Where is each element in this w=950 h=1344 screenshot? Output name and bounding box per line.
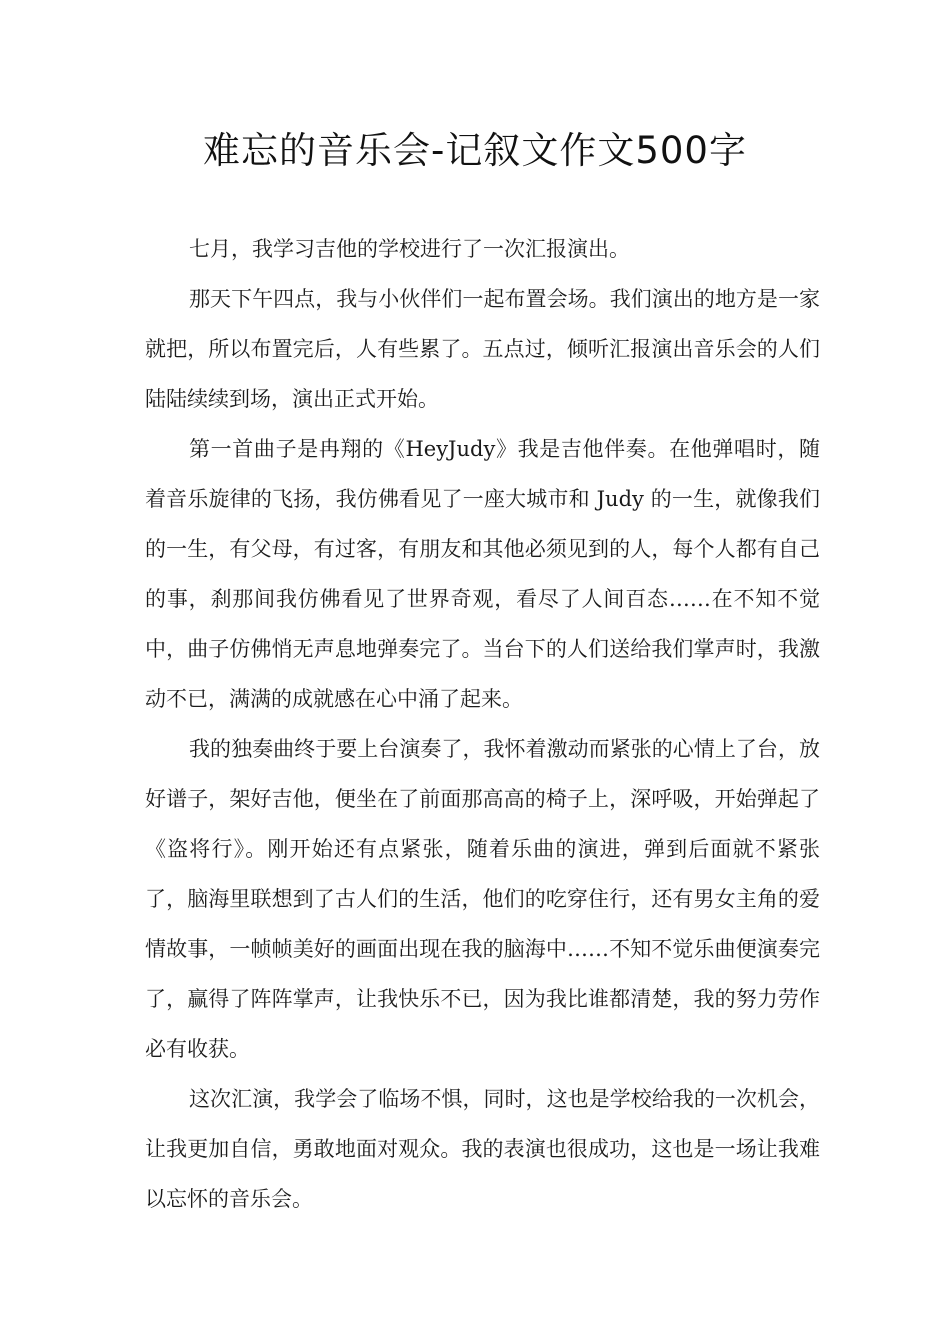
paragraph-4: 我的独奏曲终于要上台演奏了，我怀着激动而紧张的心情上了台，放好谱子，架好吉他，便坐在了前面那高高的椅子上，深呼吸，开始弹起了《盗将行》。刚开始还有点紧张，随着乐曲的演进，弹到后面就不紧张了，脑海里联想到了古人们的生活，他们的吃穿住行，还有男女主角的爱情故事，一帧帧美好的画面出现在我的脑海中……不知不觉乐曲便演奏完了，赢得了阵阵掌声，让我快乐不已，因为我比谁都清楚，我的努力劳作必有收获。 <box>145 737 820 1061</box>
paragraph-2: 那天下午四点，我与小伙伴们一起布置会场。我们演出的地方是一家就把，所以布置完后，人有些累了。五点过，倾听汇报演出音乐会的人们陆陆续续到场，演出正式开始。 <box>145 287 820 411</box>
paragraph-3: 第一首曲子是冉翔的《HeyJudy》我是吉他伴奏。在他弹唱时，随着音乐旋律的飞扬，我仿佛看见了一座大城市和 Judy 的一生，就像我们的一生，有父母，有过客，有朋友和其他必须见到的人，每个人都有自己的事，刹那间我仿佛看见了世界奇观，看尽了人间百态……在不知不觉中，曲子仿佛悄无声息地弹奏完了。当台下的人们送给我们掌声时，我激动不已，满满的成就感在心中涌了起来。 <box>145 437 820 711</box>
document-title: 难忘的音乐会-记叙文作文500字 <box>203 129 747 172</box>
document-body <box>145 224 820 1224</box>
paragraph-1: 七月，我学习吉他的学校进行了一次汇报演出。 <box>189 237 630 261</box>
paragraph-5: 这次汇演，我学会了临场不惧，同时，这也是学校给我的一次机会，让我更加自信，勇敢地面对观众。我的表演也很成功，这也是一场让我难以忘怀的音乐会。 <box>145 1087 820 1211</box>
